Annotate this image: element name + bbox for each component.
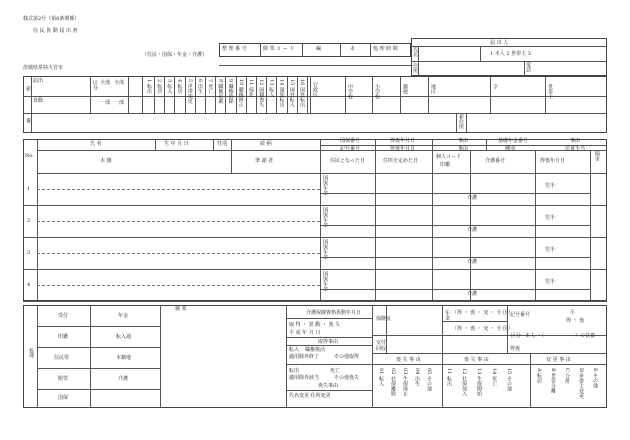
col-koufu: 住民となった日 bbox=[330, 158, 366, 164]
change-type-11: 11 帰化 bbox=[248, 79, 254, 97]
jiyu-code: E その他 bbox=[592, 368, 598, 389]
jiyu-b1: 喪 失 事 由 bbox=[396, 357, 421, 363]
jiyu-code: 13 生保開始 bbox=[476, 368, 482, 396]
notifier-box bbox=[411, 38, 607, 76]
kaigo-henko: 氏名変更 住所変更 bbox=[289, 393, 331, 399]
area-col-gyosei: 行政区 bbox=[312, 82, 318, 97]
area-col-aza: 字 bbox=[492, 84, 498, 89]
city-name: 茨城県常陸大宮市 bbox=[23, 65, 64, 71]
change-type-6: 6 出生 bbox=[197, 79, 203, 94]
change-type-14: 14 通知転出 bbox=[278, 79, 285, 107]
col-relation: 続 柄 bbox=[260, 141, 272, 147]
notifier-phone-label: 電話 bbox=[525, 62, 531, 72]
area-part-2: 一部 bbox=[114, 100, 125, 106]
jiyu-code: A 転居 bbox=[536, 368, 542, 384]
change-type-15: 15 国外転入 bbox=[288, 79, 295, 107]
notifier-address-label: 住所 bbox=[412, 63, 418, 73]
area-col-shogaku: 小学校 bbox=[374, 84, 380, 99]
row-no: 1 bbox=[27, 186, 31, 192]
kaigo-ten: 転入 bbox=[289, 347, 300, 353]
kaigo-shou-row1: 転出 bbox=[289, 368, 300, 374]
change-type-9: 9 職権消除 bbox=[227, 79, 234, 104]
ledger-jikan: 処 理 時 間 bbox=[373, 46, 398, 52]
col-no: No. bbox=[25, 153, 34, 159]
jiyu-code: 05 その他 bbox=[426, 368, 432, 391]
area-kubun: 区分 bbox=[92, 80, 98, 90]
col-birth: 生 年 月 日 bbox=[164, 141, 189, 147]
col-kokuho: 国保番号 bbox=[340, 138, 361, 144]
row-kokuho: 国保年金 bbox=[322, 271, 328, 291]
change-type-4: 4 転居 bbox=[176, 79, 183, 94]
kaigo-shou-row2: 死亡 bbox=[330, 368, 341, 374]
jiyu-code: 02 社保離脱 bbox=[390, 368, 396, 396]
area-col-chiku: 地区 bbox=[430, 84, 436, 94]
jiyu-code: 11 転出 bbox=[446, 368, 452, 386]
kaishu-label: 回収 bbox=[376, 346, 387, 352]
nenkin-opt2: （得 ・ 喪 ・ 変 ・ 全 国） bbox=[452, 326, 514, 332]
jiyu-code: 15 その他 bbox=[506, 368, 512, 391]
col-jiyu2: 事由 bbox=[570, 138, 581, 144]
change-type-7: 7 死亡 bbox=[207, 79, 214, 94]
biko-label: 摘 要 bbox=[175, 306, 187, 312]
col-sex: 性別 bbox=[217, 141, 228, 147]
area-part: 一部 bbox=[100, 100, 111, 106]
row-mark-kaigo: 介護 bbox=[467, 227, 478, 233]
area-col-chugaku: 中学校 bbox=[347, 84, 353, 99]
col-shogai: 障害 bbox=[594, 151, 600, 161]
change-type-13: 13 転入 bbox=[268, 79, 275, 97]
nenkin-opt1: （得 ・ 喪 ・ 変 ・ 全 国） bbox=[452, 310, 514, 316]
kaigo-shou-row3: 適用除外該当 bbox=[289, 375, 320, 381]
shori-nenkin: 年金 bbox=[118, 313, 129, 319]
col-jiyu: 事由 bbox=[458, 138, 469, 144]
change-type-16: 16 国外転出 bbox=[299, 79, 305, 107]
row-mark-kaigo: 介護 bbox=[467, 195, 478, 201]
change-type-5: 5 世帯変更 bbox=[186, 79, 193, 104]
shori-tennyu: 転入通 bbox=[116, 334, 132, 340]
col-jiyu3: 事由 bbox=[458, 146, 469, 152]
shori-jyuminhyo: 住民票 bbox=[54, 355, 70, 361]
col-shikaku2: 得喪年月日 bbox=[390, 146, 416, 152]
kofu-label: 交付 bbox=[376, 340, 387, 346]
row-mark-jido: 児手 bbox=[545, 247, 556, 253]
kaigo-shou-title: 喪失事由 bbox=[318, 383, 339, 389]
area-col-setai: 世帯主 bbox=[547, 84, 553, 99]
kaigo-line1: 取 得 ・ 異 動 ・ 喪 失 bbox=[289, 322, 341, 328]
row-no: 4 bbox=[27, 282, 31, 288]
form-subtitle: （住民・国保・年金・介護） bbox=[142, 52, 208, 58]
kaigo-shoku: 職権復活 bbox=[305, 347, 326, 353]
col-jido: 児童手当 bbox=[565, 146, 586, 152]
row-mark-jido: 児手 bbox=[545, 183, 556, 189]
change-type-10: 10 職権修正 bbox=[237, 79, 244, 107]
change-type-3: 3 転入 bbox=[166, 79, 173, 94]
shori-kokuho: 国保 bbox=[58, 395, 69, 401]
col-kijun: 記号番号 bbox=[340, 146, 361, 152]
heihei: 平 bbox=[570, 310, 576, 316]
jiyu-code: 01 転入 bbox=[378, 368, 384, 386]
kaigo-title: 介護保険資格異動年月日 bbox=[306, 310, 362, 316]
col-kobetsu: 個人コード bbox=[436, 154, 462, 160]
col-nenkin-no: 基礎年金番号 bbox=[498, 138, 529, 144]
area-col-yubin: 郵便 bbox=[402, 84, 408, 94]
col-head: 筆 頭 者 bbox=[255, 158, 274, 164]
notifier-relation: 1 本人 2 世帯主 3 bbox=[490, 51, 531, 57]
area-new: 新 bbox=[25, 86, 31, 91]
row-no: 2 bbox=[27, 218, 31, 224]
jiyu-code: 12 社保加入 bbox=[461, 368, 467, 396]
area-all: 全部 bbox=[100, 80, 111, 86]
col-honseki: 本 籍 bbox=[100, 158, 112, 164]
change-type-12: 12 国籍喪失 bbox=[258, 79, 265, 107]
col-name: 氏 名 bbox=[90, 141, 102, 147]
shori-fuhyo: 附票 bbox=[58, 376, 69, 382]
row-mark-kaigo: 介護 bbox=[467, 291, 478, 297]
ledger-seiri: 整 理 番 号 bbox=[222, 46, 247, 52]
jiyu-code: 03 生保廃止 bbox=[402, 368, 408, 396]
notifier-name-label: 氏名 bbox=[412, 47, 418, 57]
row-mark-jido: 児手 bbox=[545, 215, 556, 221]
tokuso-t: 得喪 bbox=[510, 346, 521, 352]
kaigo-line2: 平 成 年 月 日 bbox=[289, 330, 321, 336]
col-shikaku: 得喪年月日 bbox=[390, 138, 416, 144]
area-all-2: 全部 bbox=[114, 80, 125, 86]
tokuso: 得 ・ 喪 bbox=[566, 318, 585, 324]
area-bango: 番 bbox=[25, 118, 31, 123]
area-ido: 異動 bbox=[33, 98, 44, 104]
row-no: 3 bbox=[27, 250, 31, 256]
form-number: 様式第2号（第6条関係） bbox=[23, 16, 80, 22]
ledger-jyohyo: 除 票 コ ー ド bbox=[263, 46, 295, 52]
kubun-label: 区分 bbox=[511, 333, 522, 339]
row-mark-jido: 児手 bbox=[545, 279, 556, 285]
change-type-2: 2 転居 bbox=[156, 79, 163, 94]
row-mark-kaigo: 介護 bbox=[467, 259, 478, 265]
shori-uketsuke: 受付 bbox=[58, 313, 69, 319]
kisho-label: 記号番号 bbox=[510, 312, 531, 318]
jiyu-code: 04 出生 bbox=[414, 368, 420, 386]
jiyu-b3: 変 更 事 由 bbox=[546, 357, 571, 363]
nenkin-box: 年金 bbox=[444, 310, 450, 320]
notifier-title: 届 出 人 bbox=[490, 40, 509, 46]
change-type-1: 1 転出 bbox=[146, 79, 152, 94]
col-kaigo-date: 得喪年月日 bbox=[540, 158, 566, 164]
honnin: 本人 ・（ bbox=[525, 333, 545, 339]
row-kokuho: 国保年金 bbox=[322, 207, 328, 227]
jiyu-code: C 合併 bbox=[564, 368, 570, 384]
shori-kaigo: 介護 bbox=[118, 376, 129, 382]
col-inkan: 印鑑 bbox=[440, 162, 451, 168]
area-todoke: 届出 bbox=[33, 78, 44, 84]
area-sub-new: 新住所 bbox=[458, 114, 464, 129]
shori-label: 処理 bbox=[28, 348, 34, 358]
form-title: 住 民 異 動 届 出 書 bbox=[33, 28, 78, 34]
kaigo-sonota: その他取得 bbox=[334, 354, 360, 360]
hoken-label: 保険証 bbox=[376, 316, 392, 322]
ledger-hen: 編 bbox=[316, 46, 322, 52]
kaigo-ten2: 適用除外終了 bbox=[289, 354, 320, 360]
shori-inkan: 印鑑 bbox=[58, 334, 69, 340]
jiyu-code: D 世帯主変更 bbox=[578, 368, 584, 399]
col-kaigo-no: 介護番号 bbox=[485, 158, 506, 164]
row-kokuho: 国保年金 bbox=[322, 239, 328, 259]
row-kokuho: 国保年金 bbox=[322, 175, 328, 195]
change-type-8: 8 職権記載 bbox=[217, 79, 224, 104]
shori-honseki: 本籍地 bbox=[116, 355, 132, 361]
kaigo-shou-row4: その他喪失 bbox=[334, 375, 360, 381]
jiyu-code: B 世帯分離 bbox=[550, 368, 556, 394]
col-settei: 住所を定めた日 bbox=[383, 158, 419, 164]
jiyu-code: 14 死亡 bbox=[491, 368, 497, 386]
kaigo-jiyu: 取得事由 bbox=[318, 339, 339, 345]
jiyu-b2: 喪 失 事 由 bbox=[464, 357, 489, 363]
kankei: ）の扶養 bbox=[575, 333, 596, 339]
col-nenkin-kind: 種別 bbox=[505, 146, 516, 152]
ledger-matsu: 末 bbox=[350, 46, 356, 52]
